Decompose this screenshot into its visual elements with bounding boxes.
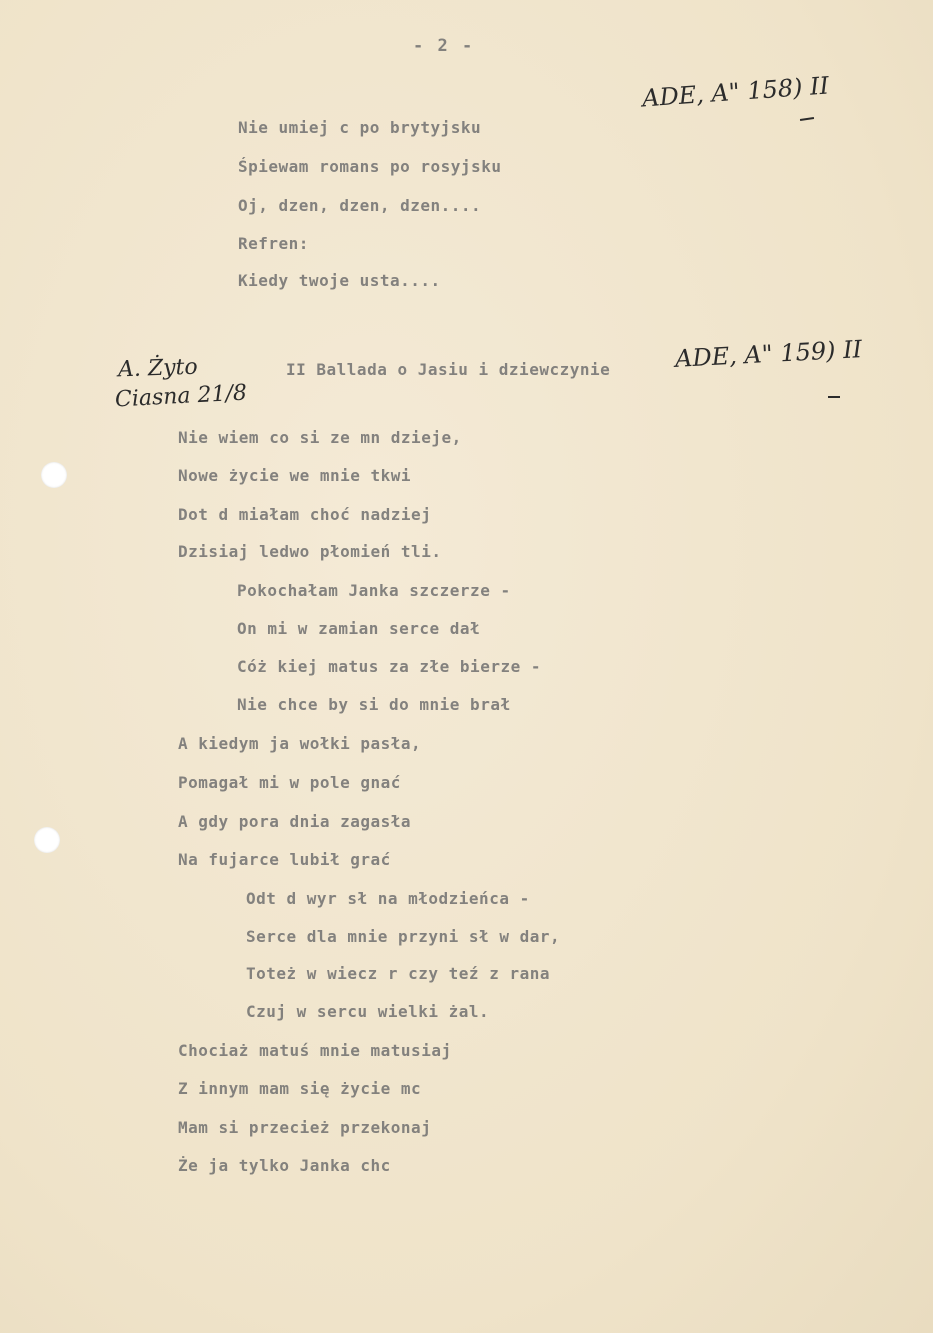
ballad-line: Pomagał mi w pole gnać [178,773,401,792]
ballad-line: Serce dla mnie przyni sł w dar, [246,927,561,946]
ballad-line: Chociaż matuś mnie matusiaj [178,1041,452,1060]
signature-underline [828,396,840,398]
stanza-line: Oj, dzen, dzen, dzen.... [238,196,482,215]
ballad-line: Mam si przecież przekonaj [178,1118,432,1137]
signature-underline [800,117,814,121]
ballad-line: Że ja tylko Janka chc [178,1156,391,1175]
ballad-line: Z innym mam się życie mc [178,1079,422,1098]
ballad-line: Dzisiaj ledwo płomień tli. [178,542,442,561]
ballad-line: Nowe życie we mnie tkwi [178,466,412,485]
archive-signature-top: ADE, A" 158) II [641,71,830,113]
page-number: - 2 - [413,36,475,56]
archive-signature-mid: ADE, A" 159) II [674,335,863,373]
stanza-line: Refren: [238,234,309,253]
stanza-line: Kiedy twoje usta.... [238,271,441,290]
ballad-line: A gdy pora dnia zagasła [178,812,412,831]
handwritten-author-name: A. Żyto [117,354,199,383]
ballad-title: II Ballada o Jasiu i dziewczynie [286,360,611,379]
ballad-line: Toteż w wiecz r czy teź z rana [246,964,550,983]
punch-hole [41,462,67,488]
ballad-line: Nie wiem co si ze mn dzieje, [178,428,462,447]
ballad-line: Cóż kiej matus za złe bierze - [237,657,541,676]
punch-hole [34,827,60,853]
ballad-line: On mi w zamian serce dał [237,619,481,638]
ballad-line: Odt d wyr sł na młodzieńca - [246,889,530,908]
ballad-line: Dot d miałam choć nadziej [178,505,432,524]
ballad-line: Czuj w sercu wielki żal. [246,1002,490,1021]
stanza-line: Śpiewam romans po rosyjsku [238,157,502,176]
ballad-line: Na fujarce lubił grać [178,850,391,869]
stanza-line: Nie umiej c po brytyjsku [238,118,482,137]
ballad-line: Pokochałam Janka szczerze - [237,581,511,600]
handwritten-address: Ciasna 21/8 [114,380,248,413]
ballad-line: A kiedym ja wołki pasła, [178,734,422,753]
ballad-line: Nie chce by si do mnie brał [237,695,511,714]
